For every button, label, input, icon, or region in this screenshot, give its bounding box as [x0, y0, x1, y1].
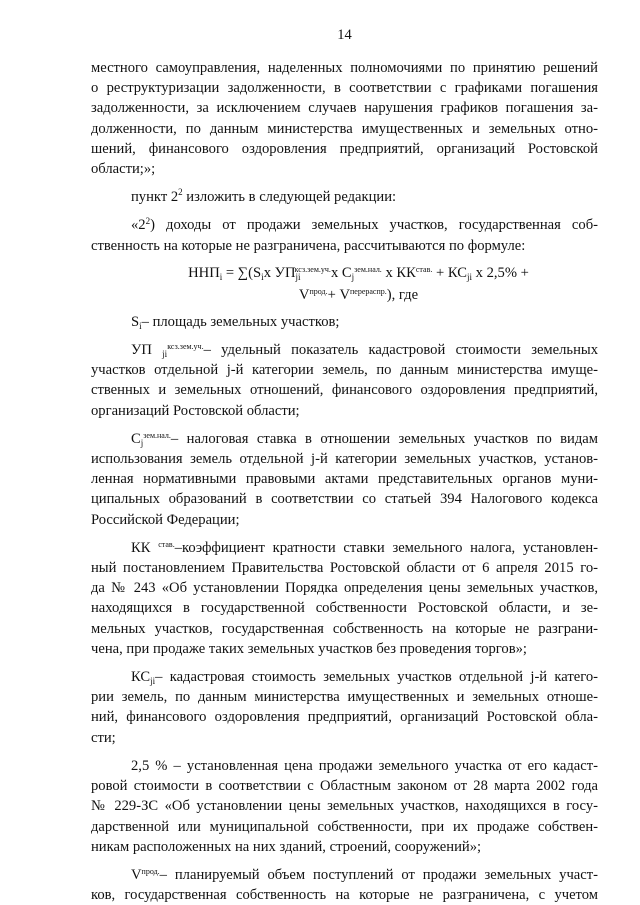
superscript: 2 [178, 187, 183, 198]
text-line [91, 340, 598, 360]
definition-v [91, 865, 598, 905]
definition-text: – планируемый объем поступлений от продажи земельных участ- [159, 866, 598, 883]
text-line: мельных участков, государственная собственность на которые не разграни- [91, 620, 598, 637]
definition-symbol: C [131, 430, 141, 447]
text-line: сти; [91, 729, 116, 746]
text-line: ственных и земельных отношений, финансового оздоровления предприятий, [91, 382, 598, 399]
text-line [91, 865, 598, 885]
page-number: 14 [337, 27, 352, 43]
text-line: ровой стоимости в соответствии с Областным законом от 28 марта 2002 года [91, 778, 598, 795]
text-line: да № 243 «Об установлении Порядка определения цены земельных участков, [91, 580, 598, 597]
text-line: № 229-ЗС «Об установлении цены земельных участков, находящихся в госу- [91, 798, 598, 815]
subscript: ji [162, 349, 168, 360]
text-line: чена, при продаже таких земельных участков без проведения торгов»; [91, 640, 527, 657]
text-line: находящихся в государственной собственности Ростовской области, и зе- [91, 600, 598, 617]
text-line: организаций Ростовской области; [91, 402, 300, 419]
text-line: ный постановлением Правительства Ростовской области от 6 апреля 2015 го- [91, 560, 598, 577]
definition-text: – площадь земельных участков; [141, 313, 340, 330]
text-line: использования земель отдельной j-й категории земельных участков, установ- [91, 451, 598, 468]
text-line [91, 429, 598, 449]
definition-ks [91, 667, 598, 748]
text-line: участков отдельной j-й категории земель, по данным министерства имуще- [91, 362, 598, 379]
superscript: зем.нал. [354, 264, 382, 274]
superscript: перераспр. [350, 286, 387, 296]
definition-text: – налоговая ставка в отношении земельных участков по видам [170, 430, 598, 447]
definition-s [91, 312, 598, 332]
text-line: рии земель, по данным министерства имущественных и земельных отноше- [91, 689, 598, 706]
superscript: став. [415, 264, 433, 274]
text-line: 2,5 % – установленная цена продажи земельного участка от его кадаст- [131, 757, 598, 774]
text-line: области;»; [91, 161, 156, 178]
text-line [91, 538, 598, 558]
formula-part: x УП [263, 264, 296, 281]
text-line [91, 215, 598, 235]
formula-part: V [298, 286, 310, 303]
formula-part: x 2,5% + [472, 264, 529, 281]
superscript: зем.нал. [143, 430, 171, 440]
superscript: ксз.зем.уч. [167, 341, 204, 351]
definition-symbol: S [131, 313, 140, 330]
definition-kk [91, 538, 598, 659]
point-open: «2 [131, 217, 146, 234]
superscript: прод. [309, 286, 328, 296]
superscript: став. [158, 539, 175, 549]
definition-up [91, 340, 598, 421]
point-intro-text: пункт 2 [131, 189, 179, 206]
superscript: прод. [141, 866, 160, 876]
definition-text: –коэффициент кратности ставки земельного налога, установлен- [174, 539, 598, 556]
text-line: никам расположенных на них зданий, строений, сооружений»; [91, 838, 482, 855]
point-rest: ) доходы от продажи земельных участков, государственная соб- [150, 217, 598, 234]
formula [119, 262, 598, 306]
superscript: ксз.зем.уч. [294, 264, 331, 274]
definition-c [91, 429, 598, 530]
text-line: местного самоуправления, наделенных полномочиями по принятию решений [91, 60, 598, 76]
formula-part: + КС [432, 264, 467, 281]
subscript: j [140, 437, 144, 448]
formula-part: x КК [381, 264, 416, 281]
document-body [91, 58, 598, 905]
formula-part: x C [330, 264, 352, 281]
formula-line-1 [119, 262, 598, 284]
subscript: ji [467, 271, 473, 282]
text-line: о реструктуризации задолженности, в соответствии с графиками погашения [91, 80, 598, 97]
point-intro-text: изложить в следующей редакции: [182, 189, 397, 206]
superscript: 2 [145, 215, 151, 226]
subscript: ji [150, 676, 156, 687]
point-text [91, 215, 598, 255]
subscript: i [219, 271, 223, 282]
definition-text: – удельный показатель кадастровой стоимости земельных [203, 342, 598, 359]
formula-line-2 [119, 284, 598, 306]
definition-symbol: V [131, 866, 142, 883]
formula-part: ННП [188, 264, 220, 281]
text-line: долженности, по данным министерства имущественных и земельных отно- [91, 120, 598, 137]
text-line: задолженности, за исключением случаев нарушения графиков погашения за- [91, 100, 598, 117]
formula-part: + V [327, 286, 350, 303]
text-line: ков, государственная собственность на которые не разграничена, с учетом [91, 887, 598, 904]
subscript: ji [295, 271, 301, 282]
text-line: ний, финансового оздоровления предприятий, организаций Ростовской обла- [91, 709, 598, 726]
continuation-paragraph [91, 58, 598, 179]
subscript: i [139, 320, 142, 331]
text-line: Российской Федерации; [91, 511, 240, 528]
definition-symbol: УП [131, 342, 152, 359]
text-line: ленная нормативными правовыми актами представительных органов муни- [91, 471, 598, 488]
text-line: ципальных образований в соответствии со статьей 394 Налогового кодекса [91, 491, 598, 508]
definition-symbol: КК [131, 539, 151, 556]
subscript: i [261, 271, 264, 282]
point-intro [91, 187, 598, 207]
text-line: дарственной или муниципальной собственности, при их продаже собствен- [91, 818, 598, 835]
definition-symbol: КС [131, 669, 151, 686]
formula-part: ), где [386, 286, 419, 303]
definition-pct [91, 756, 598, 857]
formula-part: = ∑(S [222, 264, 262, 281]
subscript: j [351, 271, 355, 282]
text-line: ственность на которые не разграничена, рассчитываются по формуле: [91, 237, 526, 254]
text-line [91, 667, 598, 687]
text-line: шений, финансового оздоровления предприятий, организаций Ростовской [91, 140, 598, 157]
definition-text: – кадастровая стоимость земельных участков отдельной j-й катего- [155, 669, 598, 686]
